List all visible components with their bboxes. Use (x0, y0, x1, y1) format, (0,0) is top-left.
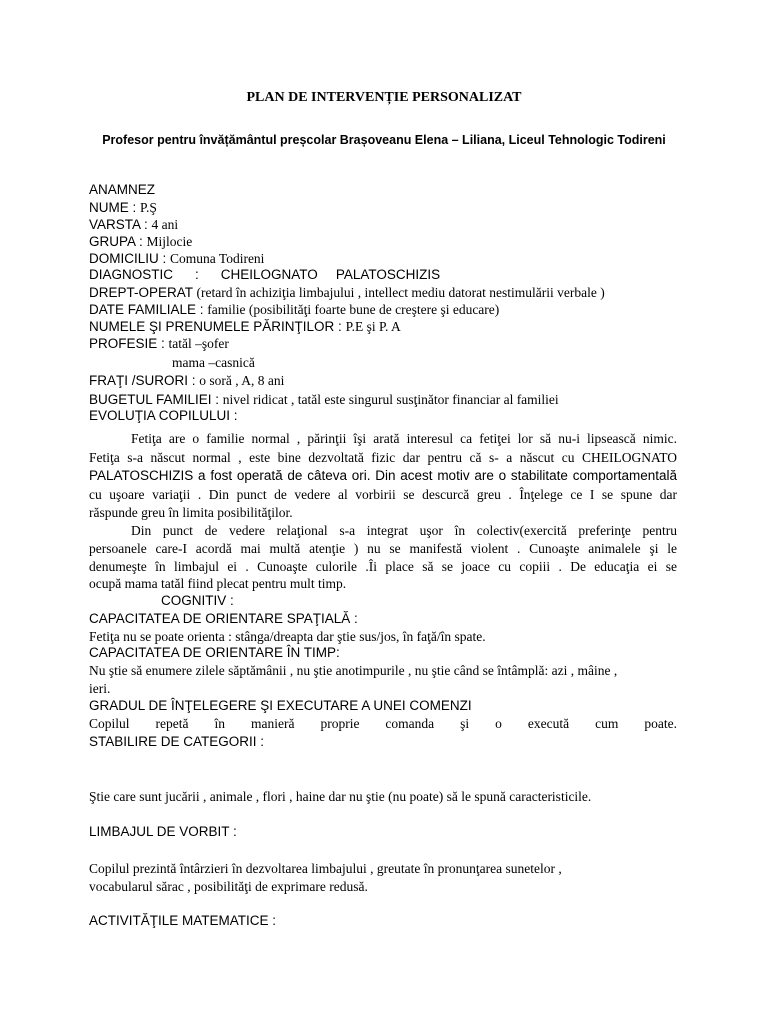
field-value: nivel ridicat , tatăl este singurul susţinător financiar al familiei (222, 392, 559, 407)
field-label: VARSTA : (89, 217, 152, 232)
field-value: (retard în achiziţia limbajului , intellect mediu datorat nestimulării verbale ) (196, 285, 605, 300)
paragraph-line: Fetiţa s-a născut normal , este bine dezvoltată fizic dar pentru că s- a născut cu CHEILOGNATO (89, 450, 677, 465)
field-nume (89, 199, 157, 217)
heading-categorii: STABILIRE DE CATEGORII : (89, 734, 265, 749)
document-subtitle: Profesor pentru învățământul preșcolar Brașoveanu Elena – Liliana, Liceul Tehnologic Todireni (102, 133, 666, 147)
heading-anamnez: ANAMNEZ (89, 182, 156, 197)
text-orientare-timp-cont: ieri. (89, 681, 111, 696)
field-label: PROFESIE : (89, 336, 169, 351)
field-frati (89, 372, 284, 390)
document-title: PLAN DE INTERVENȚIE PERSONALIZAT (246, 90, 522, 105)
field-colon: : (195, 267, 199, 282)
field-domiciliu (89, 250, 264, 268)
heading-limbajul: LIMBAJUL DE VORBIT : (89, 824, 237, 839)
field-label: DREPT-OPERAT (89, 285, 197, 300)
heading-orientare-timp: CAPACITATEA DE ORIENTARE ÎN TIMP: (89, 645, 340, 660)
field-profesie-mama: mama –casnică (172, 355, 255, 370)
text-orientare-spatiala: Fetiţa nu se poate orienta : stânga/dreapta dar ştie sus/jos, în faţă/în spate. (89, 629, 486, 644)
field-value: o soră , A, 8 ani (199, 373, 285, 388)
paragraph-line: Fetiţa are o familie normal , părinţii îşi arată interesul ca fetiţei lor să nu-i lipsească nimic. (131, 431, 677, 446)
field-label: GRUPA : (89, 234, 147, 249)
field-value: P.Ş (140, 200, 157, 215)
paragraph-line: persoanele care-I acordă mai multă atenţie ) nu se manifestă violent . Cunoaşte animalele şi le (89, 541, 677, 556)
text-limbajul-cont: vocabularul sărac , posibilităţi de exprimare redusă. (89, 879, 368, 894)
text-limbajul: Copilul prezintă întârzieri în dezvoltarea limbajului , greutate în pronunţarea sunetelor , (89, 861, 562, 876)
field-profesie (89, 335, 229, 353)
text-orientare-timp: Nu ştie să enumere zilele săptămânii , nu ştie anotimpurile , nu ştie când se întâmplă: azi , mâine , (89, 663, 618, 678)
field-value: tatăl –şofer (168, 336, 229, 351)
field-value: 4 ani (151, 217, 179, 232)
heading-gradul: GRADUL DE ÎNŢELEGERE ŞI EXECUTARE A UNEI COMENZI (89, 698, 472, 713)
field-label: DOMICILIU : (89, 251, 171, 266)
field-label: FRAŢI /SURORI : (89, 373, 200, 388)
heading-cognitiv: COGNITIV : (161, 593, 234, 608)
field-label: BUGETUL FAMILIEI : (89, 392, 223, 407)
paragraph-line: Din punct de vedere relaţional s-a integrat uşor în colectiv(exercită preferinţe pentru (131, 523, 677, 538)
paragraph-line: ocupă mama tatăl fiind plecat pentru mult timp. (89, 576, 347, 591)
field-date-familiale (89, 301, 499, 319)
heading-orientare-spatiala: CAPACITATEA DE ORIENTARE SPAŢIALĂ : (89, 611, 358, 626)
field-value: Comuna Todireni (170, 251, 265, 266)
field-diagnostic (89, 267, 440, 283)
field-label: DATE FAMILIALE : (89, 302, 208, 317)
field-label: NUME : (89, 200, 141, 215)
field-value: P.E şi P. A (345, 319, 401, 334)
field-grupa (89, 233, 192, 251)
heading-evolutia: EVOLUŢIA COPILULUI : (89, 408, 238, 423)
field-value: familie (posibilităţi foarte bune de creştere şi educare) (207, 302, 500, 317)
paragraph-line: denumeşte în limbajul ei . Cunoaşte culorile .Îi place să se joace cu copiii . De educaţia ei se (89, 559, 677, 574)
field-value: Mijlocie (146, 234, 193, 249)
field-parinti (89, 318, 401, 336)
paragraph-line: răspunde greu în limita posibilităţilor. (89, 505, 293, 520)
text-categorii: Ştie care sunt jucării , animale , flori , haine dar nu ştie (nu poate) să le spună caracteristicile. (89, 789, 592, 804)
field-varsta (89, 216, 178, 234)
field-value: PALATOSCHIZIS (335, 267, 441, 282)
text-gradul: Copilul repetă în manieră proprie comanda şi o execută cum poate. (89, 716, 677, 731)
paragraph-line: cu uşoare variaţii . Din punct de vedere al vorbirii se descurcă greu . Înţelege ce I se spune dar (89, 487, 677, 502)
paragraph-line: PALATOSCHIZIS a fost operată de câteva ori. Din acest motiv are o stabilitate comportamentală (89, 468, 677, 483)
field-drept-operat (89, 284, 605, 302)
field-label: DIAGNOSTIC (89, 267, 174, 282)
field-value: CHEILOGNATO (220, 267, 318, 282)
field-buget (89, 391, 559, 409)
heading-activitatile: ACTIVITĂŢILE MATEMATICE : (89, 913, 277, 928)
field-label: NUMELE ŞI PRENUMELE PĂRINŢILOR : (89, 319, 346, 334)
